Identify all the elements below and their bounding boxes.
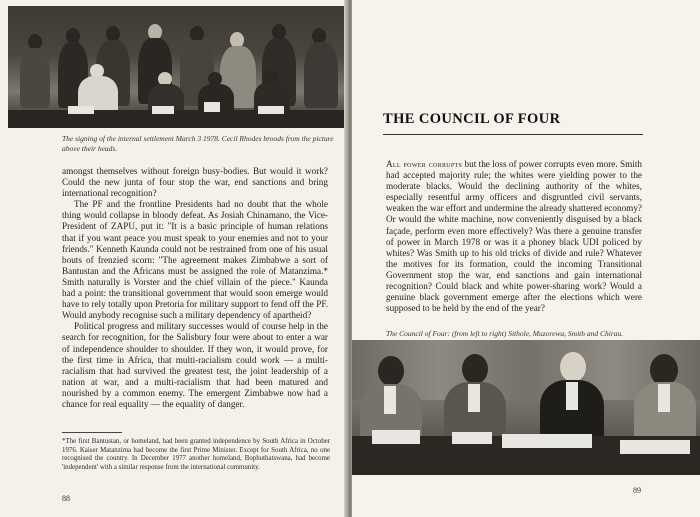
left-photo-caption: The signing of the internal settlement March 3 1978. Cecil Rhodes broods from the picture above their heads. <box>62 134 334 153</box>
left-body-text <box>62 166 328 410</box>
left-paragraph-2: The PF and the frontline Presidents had no doubt that the whole thing would collapse in bloody defeat. As Josiah Chinamano, the Vice-President of ZAPU, put it: "It is a basic principle of human relations that if you want peace you must speak to your enemies and not to your friends." Kenneth Kaunda could not be restrained from one of his usual bouts of frenzied scorn: "The agreement makes Zimbabwe a sort of Bantustan and the Africans must be assigned the role of Matanzima.* Smith naturally is Vorster and the chief villain of the piece." Kaunda had a point: the transitional government that would soon emerge would have to rely totally upon Pretoria for military support to fend off the PF. Would anybody recognise such a military dependency of apartheid? <box>62 199 328 321</box>
left-paragraph-1: amongst themselves without foreign busy-bodies. But would it work? Could the new junta of four stop the war, end sanctions and bring international recognition? <box>62 166 328 199</box>
lead-in-small-caps: All power corrupts <box>386 159 463 169</box>
title-rule <box>383 134 643 135</box>
signing-ceremony-photo <box>8 6 344 128</box>
page-number-left: 88 <box>62 494 70 503</box>
chapter-title: THE COUNCIL OF FOUR <box>383 111 561 127</box>
page-number-right: 89 <box>633 486 641 495</box>
footnote: *The first Bantustan, or homeland, had been granted independence by South Africa in October 1976. Kaiser Matanzima had become the first Prime Minister. Except for South Africa, no one recognised the country. In December 1977 another homeland, Bophuthatswana, had become 'independent' with a similar response from the international community. <box>62 438 330 471</box>
right-body-text <box>386 159 642 314</box>
footnote-divider <box>62 432 122 433</box>
left-paragraph-3: Political progress and military successes would of course help in the search for recognition, for the Salisbury four were about to enter a war of independence shoulder to shoulder. If they won, it would prove, for the first time in Africa, that multi-racialism could work — a multi-racialism that had survived the greatest test, the joint leadership of a nation at war, and a multi-racialism that had been matured and nourished by a common enemy. The emergent Zimbabwe now had a chance for real equality — the equality of danger. <box>62 321 328 409</box>
council-of-four-photo <box>352 340 700 475</box>
right-paragraph <box>386 159 642 314</box>
right-photo-caption: The Council of Four: (from left to right) Sithole, Muzorewa, Smith and Chirau. <box>386 329 624 338</box>
right-paragraph-text: but the loss of power corrupts even more. Smith had accepted majority rule; the whites were yielding power to the moderate blacks. Would the declining authority of the whites, especially resentful army officers and disgruntled civil servants, weaken the war effort and undermine the already shattered economy? Or would the white machine, now conveniently disguised by a black façade, perform even more effectively? Was there a genuine transfer of power in March 1978 or was it a phoney black UDI policed by whites? Was Smith up to his old tricks of divide and rule? Whatever the motives for its formation, could the incoming Transitional Government stop the war, end sanctions and gain international recognition? Could black and white power-sharing work? Would a genuine black government emerge after the elections which were supposed to be held by the end of the year? <box>386 159 642 314</box>
